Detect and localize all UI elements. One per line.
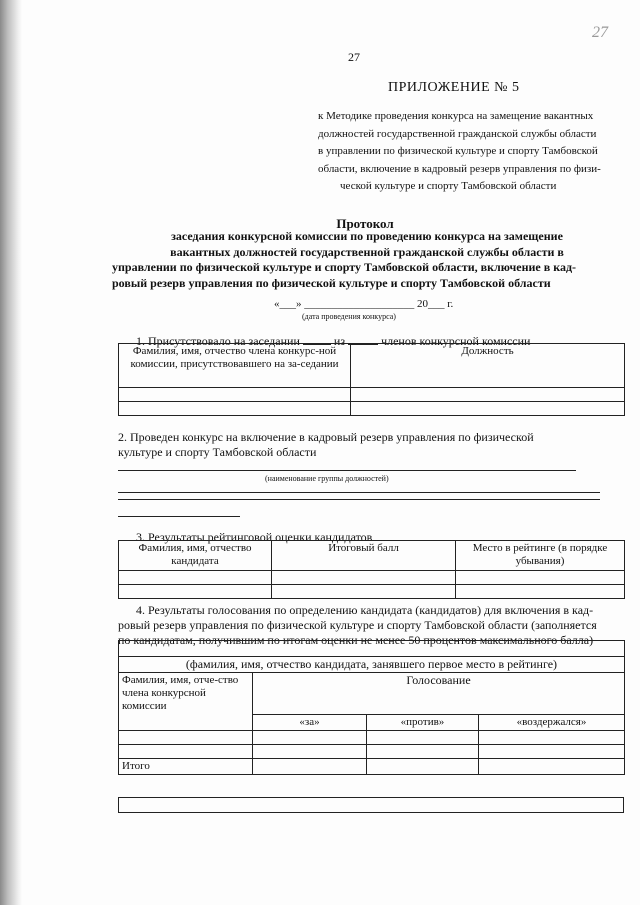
section4-line: 4. Результаты голосования по определению кандидата (кандидатов) для включения в кад- [136, 603, 594, 617]
table-cell [479, 745, 625, 759]
date-caption: (дата проведения конкурса) [302, 312, 396, 321]
total-row-label: Итого [119, 759, 253, 775]
table-cell [351, 402, 625, 416]
scan-edge-shadow [0, 0, 22, 905]
section3-heading: 3. Результаты рейтинговой оценки кандидатов [136, 530, 373, 544]
col-candidate-name: Фамилия, имя, отчество кандидата [119, 541, 272, 571]
table-cell [119, 731, 253, 745]
table-cell [119, 585, 272, 599]
vote-abstain-header: «воздержался» [479, 715, 625, 731]
blank-line [118, 499, 600, 500]
protocol-line: вакантных должностей государственной гражданской службы области в [170, 244, 564, 259]
section2-line2: культуре и спорту Тамбовской области [118, 445, 317, 459]
table-cell [367, 731, 479, 745]
subtitle-line: ческой культуре и спорту Тамбовской области [340, 180, 557, 192]
group-name-caption: (наименование группы должностей) [265, 474, 389, 483]
table-cell [119, 745, 253, 759]
handwritten-page-mark: 27 [592, 24, 608, 41]
appendix-title: ПРИЛОЖЕНИЕ № 5 [388, 80, 520, 95]
table-cell [272, 585, 456, 599]
bottom-empty-box [118, 797, 624, 813]
section1-table [118, 343, 625, 416]
col-position: Должность [351, 344, 625, 388]
candidate-name-cell [119, 641, 625, 657]
vote-against-header: «против» [367, 715, 479, 731]
table-cell [479, 731, 625, 745]
group-name-line [118, 470, 576, 471]
table-cell [367, 745, 479, 759]
protocol-line: управлении по физической культуре и спорту Тамбовской области, включение в кад- [112, 260, 577, 274]
section1-heading-a: 1. Присутствовало на заседании [136, 334, 300, 348]
col-commission-member: Фамилия, имя, отче-ство члена конкурсной комиссии [119, 673, 253, 731]
section4-line: ровый резерв управления по физической культуре и спорту Тамбовской области (заполняется [118, 618, 597, 632]
table-cell [119, 388, 351, 402]
subtitle-line: к Методике проведения конкурса на замещение вакантных [318, 110, 594, 122]
table-cell [456, 585, 625, 599]
protocol-line: заседания конкурсной комиссии по проведению конкурса на замещение [171, 229, 563, 243]
table-cell [253, 759, 367, 775]
section2-line1: 2. Проведен конкурс на включение в кадровый резерв управления по физической [118, 430, 534, 444]
table-cell [351, 388, 625, 402]
table-cell [119, 571, 272, 585]
protocol-heading [112, 229, 622, 291]
section1-heading-c: членов конкурсной комиссии [381, 334, 531, 348]
appendix-subtitle [318, 108, 620, 196]
vote-for-header: «за» [253, 715, 367, 731]
table-cell [272, 571, 456, 585]
section4-table [118, 640, 625, 775]
subtitle-line: области, включение в кадровый резерв управления по физи- [318, 162, 601, 175]
table-cell [367, 759, 479, 775]
blank-line [118, 516, 240, 517]
blank-line [118, 492, 600, 493]
table-cell [253, 731, 367, 745]
table-cell [253, 745, 367, 759]
protocol-title: Протокол [336, 216, 394, 231]
section4-line: по кандидатам, получившим по итогам оценки не менее 50 процентов максимального балла) [118, 633, 594, 647]
section1-heading-b: из [333, 334, 346, 348]
col-rating-place: Место в рейтинге (в порядке убывания) [456, 541, 625, 571]
table-cell [479, 759, 625, 775]
page-number: 27 [348, 50, 360, 64]
col-voting: Голосование [253, 673, 625, 715]
protocol-line: ровый резерв управления по физической культуре и спорту Тамбовской области [112, 275, 551, 290]
col-member-name: Фамилия, имя, отчество члена конкурс-ной комиссии, присутствовавшего на за-седании [119, 344, 351, 388]
subtitle-line: должностей государственной гражданской службы области [318, 127, 597, 140]
col-total-score: Итоговый балл [272, 541, 456, 571]
candidate-caption: (фамилия, имя, отчество кандидата, занявшего первое место в рейтинге) [119, 657, 625, 673]
date-line: «___» ____________________ 20___ г. [274, 298, 454, 310]
section3-table [118, 540, 625, 599]
table-cell [119, 402, 351, 416]
table-cell [456, 571, 625, 585]
subtitle-line: в управлении по физической культуре и спорту Тамбовской [318, 145, 598, 157]
